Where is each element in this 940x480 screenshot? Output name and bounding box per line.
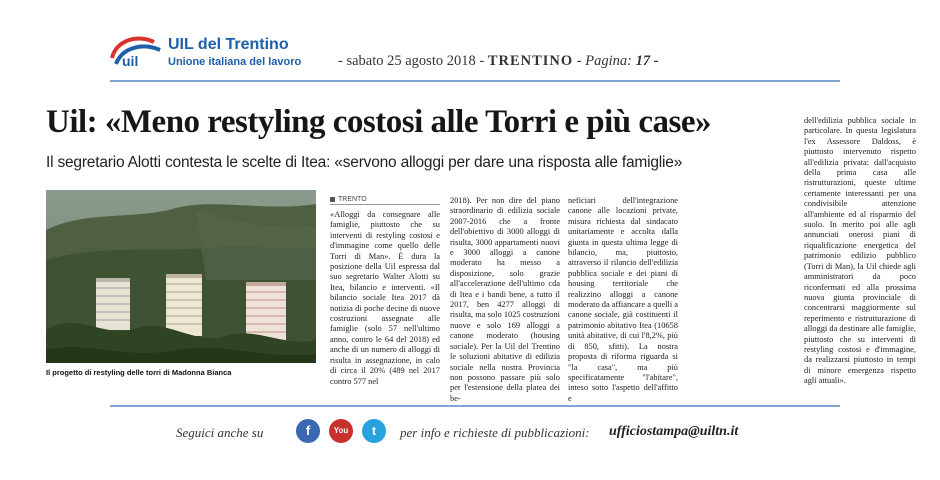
page-label: - Pagina: [576,53,632,69]
org-name: UIL del Trentino [168,36,289,53]
section-tag [330,196,367,203]
article-headline: Uil: «Meno restyling costosi alle Torri e più case» [46,104,712,140]
photo-caption: Il progetto di restyling delle torri di Madonna Bianca [46,368,232,377]
article-column-2: 2018). Per non dire del piano straordinario di edilizia sociale 2007-2016 che a fronte dell'obiettivo di 3000 alloggi di risulta, 3000 appartamenti nuovi e 3000 alloggi a canone moderato ha messo a disposizione, solo grazie all'accelerazione dell'ultimo cda di Itea e i bandi bene, a tutto il 2017, ben 4277 alloggi di risulta, ma solo 1025 costruzioni nuove e solo 169 alloggi a canone moderato (housing sociale). Per la Uil del Trentino le soluzioni abitative di edilizia sociale nella nostra Provincia non possono passare più solo per l'estensione della platea dei be- [450,196,560,403]
org-subtitle: Unione italiana del lavoro [168,56,302,68]
header-divider [110,80,840,82]
twitter-icon[interactable]: t [362,419,386,443]
page-header [0,0,940,80]
facebook-icon[interactable]: f [296,419,320,443]
article-column-1: «Alloggi da consegnare alle famiglie, piuttosto che su interventi di restyling costosi e d'immagine come quello delle Torri di Man». È dura la posizione della Uil espressa dal suo segretario Walter Alotti su Itea, bilancio e interventi. «Il bilancio sociale Itea 2017 dà notizia di poche decine di nuove costruzioni assegnate alle famiglie (solo 57 nell'ultimo anno, contro le 64 del 2018) ed anche di un numero di alloggi di risulta in assegnazione, in calo di circa il 20% (489 nel 2017 contro 577 nel [330,210,440,386]
newspaper-name: TRENTINO [487,53,574,69]
article-subheadline: Il segretario Alotti contesta le scelte di Itea: «servono alloggi per dare una risposta alle famiglie» [46,154,683,171]
tower-left [96,278,130,330]
source-line [338,53,659,70]
contact-email-link[interactable]: ufficiostampa@uiltn.it [609,424,739,439]
follow-label: Seguici anche su [176,425,264,440]
tower-center [166,274,202,336]
info-label: per info e richieste di pubblicazioni: [400,425,590,440]
section-marker-icon [330,197,335,202]
uil-logo-icon [108,34,164,70]
article-column-4: dell'edilizia pubblica sociale in particolare. In questa legislatura l'ex Assessore Daldoss, è piuttosto intervenuto rispetto all'edilizia privata: dall'acquisto della prima casa alle ristrutturazioni, queste ultime certamente interessanti per una condivisibile attenzione all'ambiente ed al risparmio del suolo. In merito poi alle agli annunciati onerosi piani di riqualificazione energetica del patrimonio edilizio pubblico (Torri di Man), la Uil chiede agli amministratori da poco riconfermati ed alla prossima nuova giunta provinciale di concentrarsi maggiormente sul reperimento e ristrutturazione di alloggi da destinare alle famiglie, piuttosto che su interventi di restyling costosi e d'immagine, da realizzarsi piuttosto in tempi di minore emergenza rispetto agli attuali». [804,116,916,386]
section-label: TRENTO [338,196,367,203]
section-divider [330,204,440,205]
page-number: 17 - [635,53,659,69]
article-photo [46,190,316,363]
article-column-3: neficiari dell'integrazione canone alle locazioni private, misura richiesta dal sindacato unitariamente e accolta dalla giunta in questa ultima legge di bilancio, ma, piuttosto, attraverso il rilancio dell'edilizia pubblica sociale e dei piani di housing territoriale che realizzino alloggi a canone moderato da affiancare a quelli a canone sociale, già costituenti il patrimonio abitativo Itea (10658 unità abitative, di cui l'8,2%, più di 850, sfitti). La nostra proposta di riforma riguarda si "la casa", ma più specificatamente "l'abitare", inteso sotto l'aspetto dell'affitto e [568,196,678,403]
tower-right [246,282,286,342]
youtube-icon[interactable]: You [329,419,353,443]
towers-photo-image [46,190,316,363]
logo-text: uil [122,53,139,69]
footer-divider [110,405,840,407]
publication-date: - sabato 25 agosto 2018 - [338,53,485,69]
